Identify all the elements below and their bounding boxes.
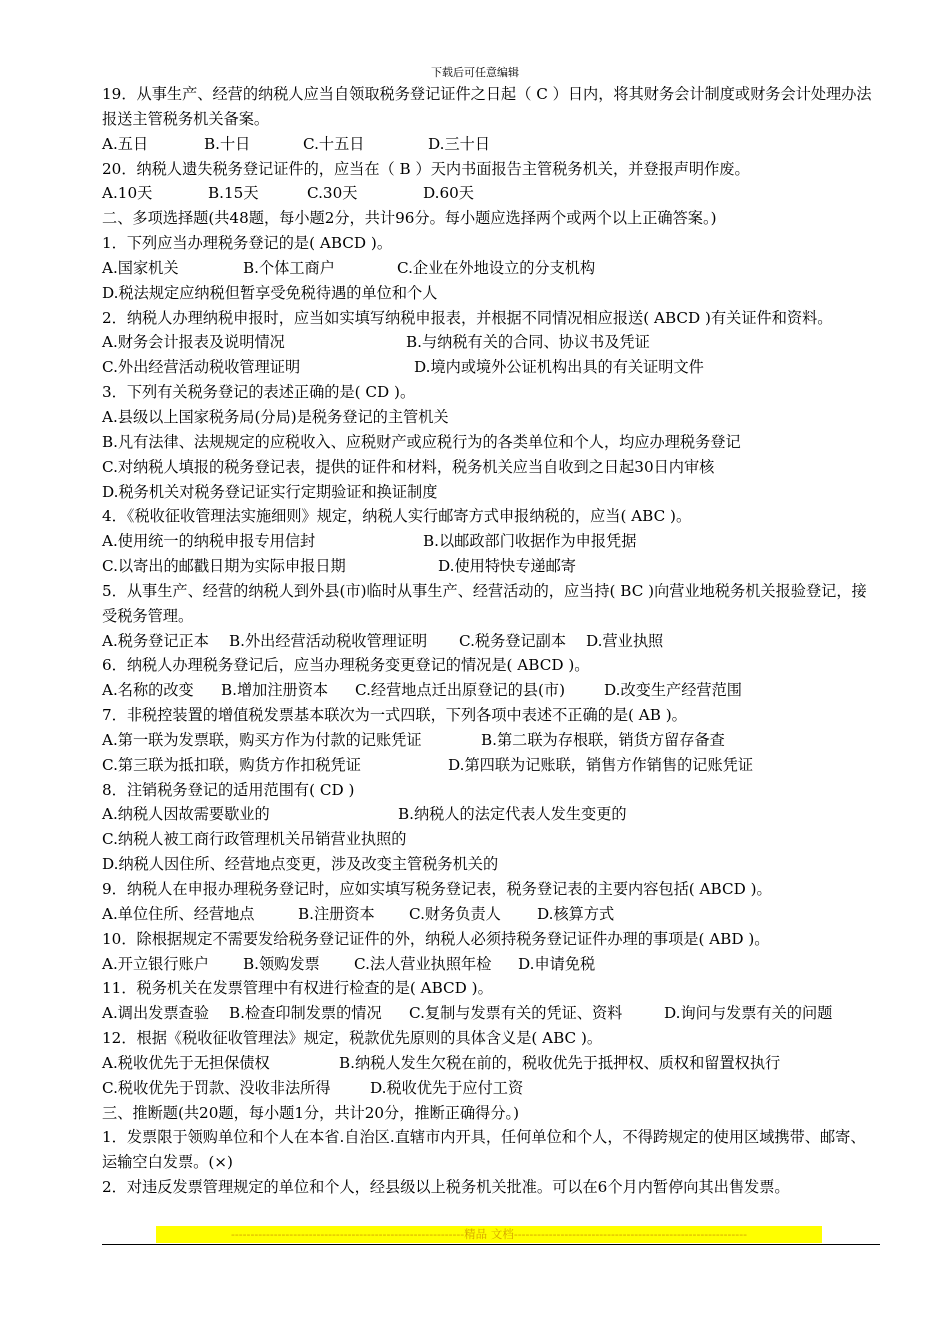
option-item: D.申请免税 (518, 954, 596, 973)
text-line: D.税务机关对税务登记证实行定期验证和换证制度 (102, 482, 438, 501)
option-item: C.复制与发票有关的凭证、资料 (409, 1004, 623, 1023)
text-line: B.凡有法律、法规规定的应税收入、应税财产或应税行为的各类单位和个人，均应办理税务登记 (102, 432, 741, 451)
text-line: 11．税务机关在发票管理中有权进行检查的是( ABCD )。 (102, 979, 493, 998)
option-item: C.法人营业执照年检 (354, 954, 492, 973)
option-item: C.第三联为抵扣联，购货方作扣税凭证 (102, 755, 361, 774)
option-row (102, 753, 880, 778)
option-item: C.税收优先于罚款、没收非法所得 (102, 1078, 331, 1097)
option-item: D.询问与发票有关的问题 (664, 1004, 833, 1023)
option-row (102, 554, 880, 579)
option-item: A.调出发票查验 (102, 1004, 209, 1023)
option-row (102, 802, 880, 827)
option-row (102, 256, 880, 281)
text-line: 9．纳税人在申报办理税务登记时，应如实填写税务登记表，税务登记表的主要内容包括( ABCD )。 (102, 880, 772, 898)
text-line: A.县级以上国家税务局(分局)是税务登记的主管机关 (102, 407, 449, 426)
option-row (102, 355, 880, 380)
option-item: A.名称的改变 (102, 681, 194, 700)
page-footer-banner: ------------------------------------------------------------精品 文档------------------------------------------------------------ (156, 1226, 822, 1243)
option-item: A.单位住所、经营地点 (102, 904, 255, 923)
option-item: C.税务登记副本 (459, 631, 567, 650)
option-item: C.30天 (307, 184, 358, 203)
text-line: 三、推断题(共20题，每小题1分，共计20分，推断正确得分。) (102, 1103, 520, 1122)
text-line: 12．根据《税收征收管理法》规定，税款优先原则的具体含义是( ABC )。 (102, 1029, 603, 1048)
option-item: A.使用统一的纳税申报专用信封 (102, 532, 316, 551)
option-item: A.五日 (102, 134, 149, 153)
option-item: D.三十日 (428, 134, 491, 153)
option-item: B.十日 (204, 134, 251, 153)
text-line: 5．从事生产、经营的纳税人到外县(市)临时从事生产、经营活动的，应当持( BC )向营业地税务机关报验登记，接受税务管理。 (102, 581, 867, 625)
option-row (102, 181, 880, 206)
option-item: A.税收优先于无担保债权 (102, 1053, 270, 1072)
option-item: B.15天 (208, 184, 259, 203)
option-item: A.第一联为发票联，购买方作为付款的记账凭证 (102, 730, 422, 749)
option-item: B.纳税人的法定代表人发生变更的 (398, 805, 627, 824)
option-item: A.国家机关 (102, 258, 179, 277)
text-line: 2．纳税人办理纳税申报时，应当如实填写纳税申报表，并根据不同情况相应报送( ABCD )有关证件和资料。 (102, 308, 833, 327)
option-row (102, 529, 880, 554)
text-line: 2．对违反发票管理规定的单位和个人，经县级以上税务机关批准。可以在6个月内暂停向其出售发票。 (102, 1178, 790, 1197)
option-item: C.经营地点迁出原登记的县(市) (355, 681, 566, 700)
option-item: C.企业在外地设立的分支机构 (397, 258, 596, 277)
option-item: D.使用特快专递邮寄 (438, 557, 576, 576)
option-row (102, 132, 880, 157)
text-line: 3．下列有关税务登记的表述正确的是( CD )。 (102, 383, 416, 402)
text-line: 8．注销税务登记的适用范围有( CD ) (102, 780, 355, 799)
text-line: 10．除根据规定不需要发给税务登记证件的外，纳税人必须持税务登记证件办理的事项是( ABD )。 (102, 929, 770, 948)
option-item: A.税务登记正本 (102, 631, 209, 650)
option-row (102, 1001, 880, 1026)
text-line: 1．下列应当办理税务登记的是( ABCD )。 (102, 234, 393, 253)
option-row (102, 1076, 880, 1101)
document-body (102, 82, 880, 1200)
option-item: A.财务会计报表及说明情况 (102, 333, 285, 352)
text-line: 二、多项选择题(共48题，每小题2分，共计96分。每小题应选择两个或两个以上正确答案。) (102, 209, 717, 228)
footer-rule (102, 1244, 880, 1245)
text-line: C.纳税人被工商行政管理机关吊销营业执照的 (102, 830, 407, 849)
option-item: A.10天 (102, 184, 153, 203)
option-item: B.个体工商户 (243, 258, 335, 277)
page-header: 下载后可任意编辑 (431, 66, 519, 79)
option-item: C.十五日 (303, 134, 365, 153)
text-line: 6．纳税人办理税务登记后，应当办理税务变更登记的情况是( ABCD )。 (102, 656, 590, 675)
text-line: 1．发票限于领购单位和个人在本省.自治区.直辖市内开具，任何单位和个人，不得跨规定的使用区域携带、邮寄、运输空白发票。(×) (102, 1128, 866, 1172)
option-item: B.领购发票 (243, 954, 320, 973)
option-item: C.财务负责人 (409, 904, 501, 923)
text-line: 20．纳税人遗失税务登记证件的，应当在（ B ）天内书面报告主管税务机关，并登报声明作废。 (102, 159, 750, 178)
option-item: D.营业执照 (586, 631, 664, 650)
option-row (102, 952, 880, 977)
option-item: A.纳税人因故需要歇业的 (102, 805, 270, 824)
text-line: D.税法规定应纳税但暂享受免税待遇的单位和个人 (102, 283, 438, 302)
text-line: D.纳税人因住所、经营地点变更，涉及改变主管税务机关的 (102, 855, 499, 874)
option-item: B.检查印制发票的情况 (229, 1004, 382, 1023)
option-row (102, 330, 880, 355)
option-item: D.改变生产经营范围 (604, 681, 742, 700)
text-line: C.对纳税人填报的税务登记表，提供的证件和材料，税务机关应当自收到之日起30日内审核 (102, 457, 715, 476)
option-item: B.与纳税有关的合同、协议书及凭证 (406, 333, 650, 352)
option-item: B.注册资本 (298, 904, 375, 923)
option-item: B.外出经营活动税收管理证明 (229, 631, 428, 650)
option-item: B.增加注册资本 (221, 681, 329, 700)
option-item: C.以寄出的邮戳日期为实际申报日期 (102, 557, 346, 576)
text-line: 7．非税控装置的增值税发票基本联次为一式四联，下列各项中表述不正确的是( AB )。 (102, 706, 687, 725)
option-item: D.核算方式 (537, 904, 615, 923)
option-item: A.开立银行账户 (102, 954, 209, 973)
option-row (102, 678, 880, 703)
option-item: B.纳税人发生欠税在前的，税收优先于抵押权、质权和留置权执行 (339, 1053, 781, 1072)
option-item: B.以邮政部门收据作为申报凭据 (423, 532, 637, 551)
option-row (102, 629, 880, 654)
option-row (102, 728, 880, 753)
option-item: D.税收优先于应付工资 (370, 1078, 524, 1097)
option-item: B.第二联为存根联，销货方留存备查 (481, 730, 725, 749)
option-row (102, 902, 880, 927)
option-item: C.外出经营活动税收管理证明 (102, 358, 301, 377)
text-line: 4．《税收征收管理法实施细则》规定，纳税人实行邮寄方式申报纳税的，应当( ABC )。 (102, 507, 692, 526)
text-line: 19．从事生产、经营的纳税人应当自领取税务登记证件之日起（ C ）日内，将其财务会计制度或财务会计处理办法报送主管税务机关备案。 (102, 85, 872, 128)
option-item: D.第四联为记账联，销售方作销售的记账凭证 (448, 755, 754, 774)
option-item: D.60天 (423, 184, 474, 203)
option-item: D.境内或境外公证机构出具的有关证明文件 (414, 358, 704, 377)
option-row (102, 1051, 880, 1076)
